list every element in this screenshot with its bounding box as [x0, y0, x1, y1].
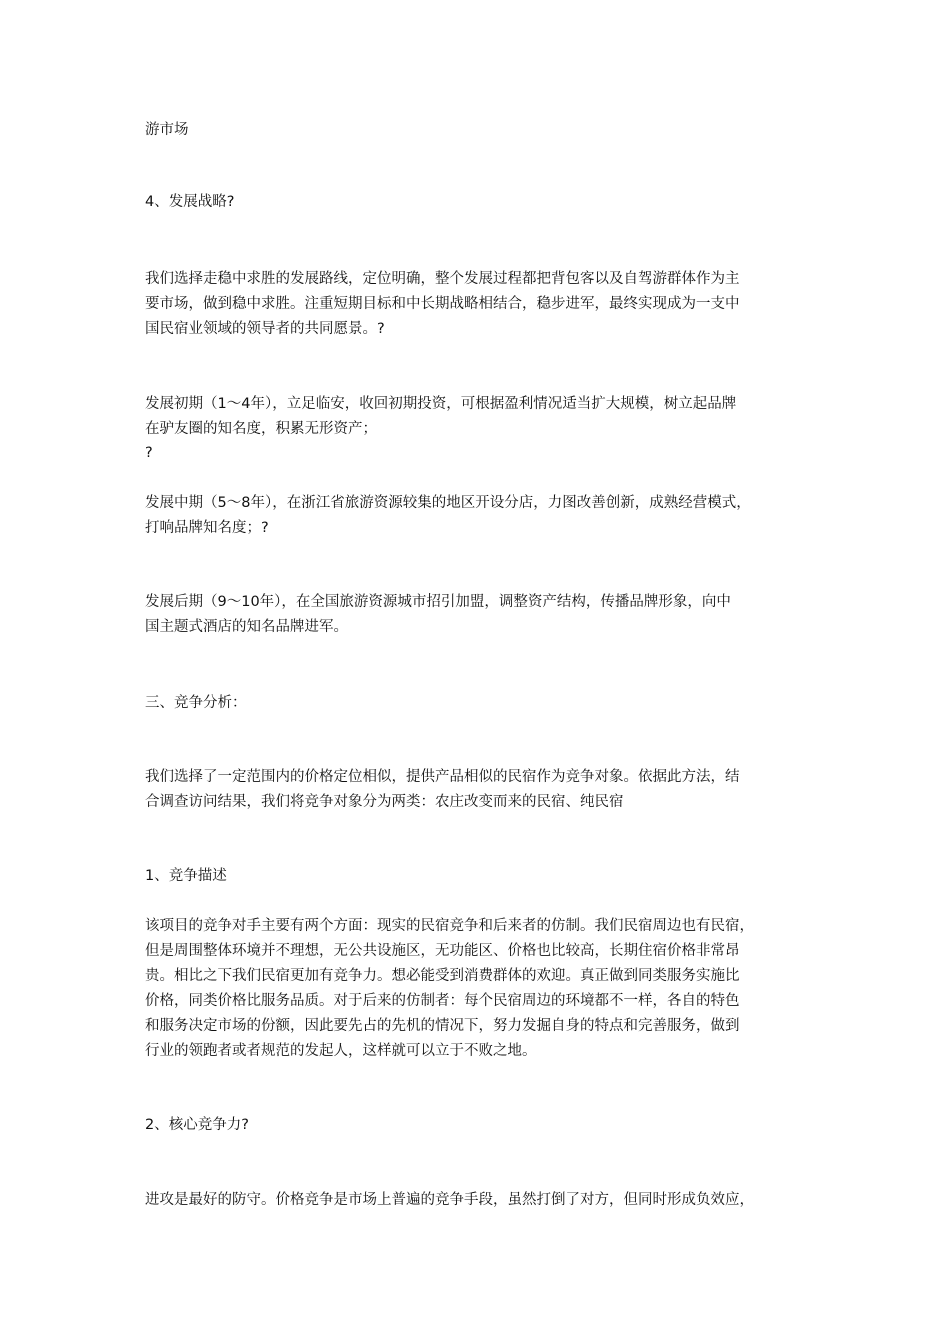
- text-line: 价格，同类价格比服务品质。对于后来的仿制者：每个民宿周边的环境都不一样，各自的特色: [145, 993, 740, 1009]
- text-line: 国主题式酒店的知名品牌进军。: [145, 619, 348, 635]
- section-heading: 1、竞争描述: [145, 868, 227, 884]
- text-line: 行业的领跑者或者规范的发起人，这样就可以立于不败之地。: [145, 1043, 537, 1059]
- text-line: 但是周围整体环境并不理想，无公共设施区，无功能区、价格也比较高，长期住宿价格非常昂: [145, 943, 740, 959]
- section-heading: 2、核心竞争力?: [145, 1117, 249, 1133]
- text-line: 该项目的竞争对手主要有两个方面：现实的民宿竞争和后来者的仿制。我们民宿周边也有民宿，: [145, 918, 754, 934]
- text-line: 游市场: [145, 122, 189, 138]
- text-line: 我们选择走稳中求胜的发展路线，定位明确，整个发展过程都把背包客以及自驾游群体作为主: [145, 271, 740, 287]
- text-line: 发展后期（9～10年），在全国旅游资源城市招引加盟，调整资产结构，传播品牌形象，向中: [145, 594, 731, 610]
- text-line: 打响品牌知名度；?: [145, 520, 269, 536]
- text-line: 合调查访问结果，我们将竞争对象分为两类：农庄改变而来的民宿、纯民宿: [145, 794, 624, 810]
- text-line: 要市场，做到稳中求胜。注重短期目标和中长期战略相结合，稳步进军，最终实现成为一支中: [145, 296, 740, 312]
- text-line: 国民宿业领域的领导者的共同愿景。?: [145, 321, 385, 337]
- text-line: ?: [145, 445, 153, 461]
- text-line: 贵。相比之下我们民宿更加有竞争力。想必能受到消费群体的欢迎。真正做到同类服务实施比: [145, 968, 740, 984]
- text-line: 发展中期（5～8年），在浙江省旅游资源较集的地区开设分店，力图改善创新，成熟经营模式，: [145, 495, 751, 511]
- section-heading: 4、发展战略?: [145, 194, 235, 210]
- text-line: 我们选择了一定范围内的价格定位相似，提供产品相似的民宿作为竞争对象。依据此方法，结: [145, 769, 740, 785]
- text-line: 和服务决定市场的份额，因此要先占的先机的情况下，努力发掘自身的特点和完善服务，做到: [145, 1018, 740, 1034]
- text-line: 发展初期（1～4年），立足临安，收回初期投资，可根据盈利情况适当扩大规模，树立起品牌: [145, 396, 737, 412]
- text-line: 在驴友圈的知名度，积累无形资产；: [145, 421, 377, 437]
- text-line: 进攻是最好的防守。价格竞争是市场上普遍的竞争手段，虽然打倒了对方，但同时形成负效应，: [145, 1192, 754, 1208]
- section-heading: 三、竞争分析：: [145, 695, 247, 711]
